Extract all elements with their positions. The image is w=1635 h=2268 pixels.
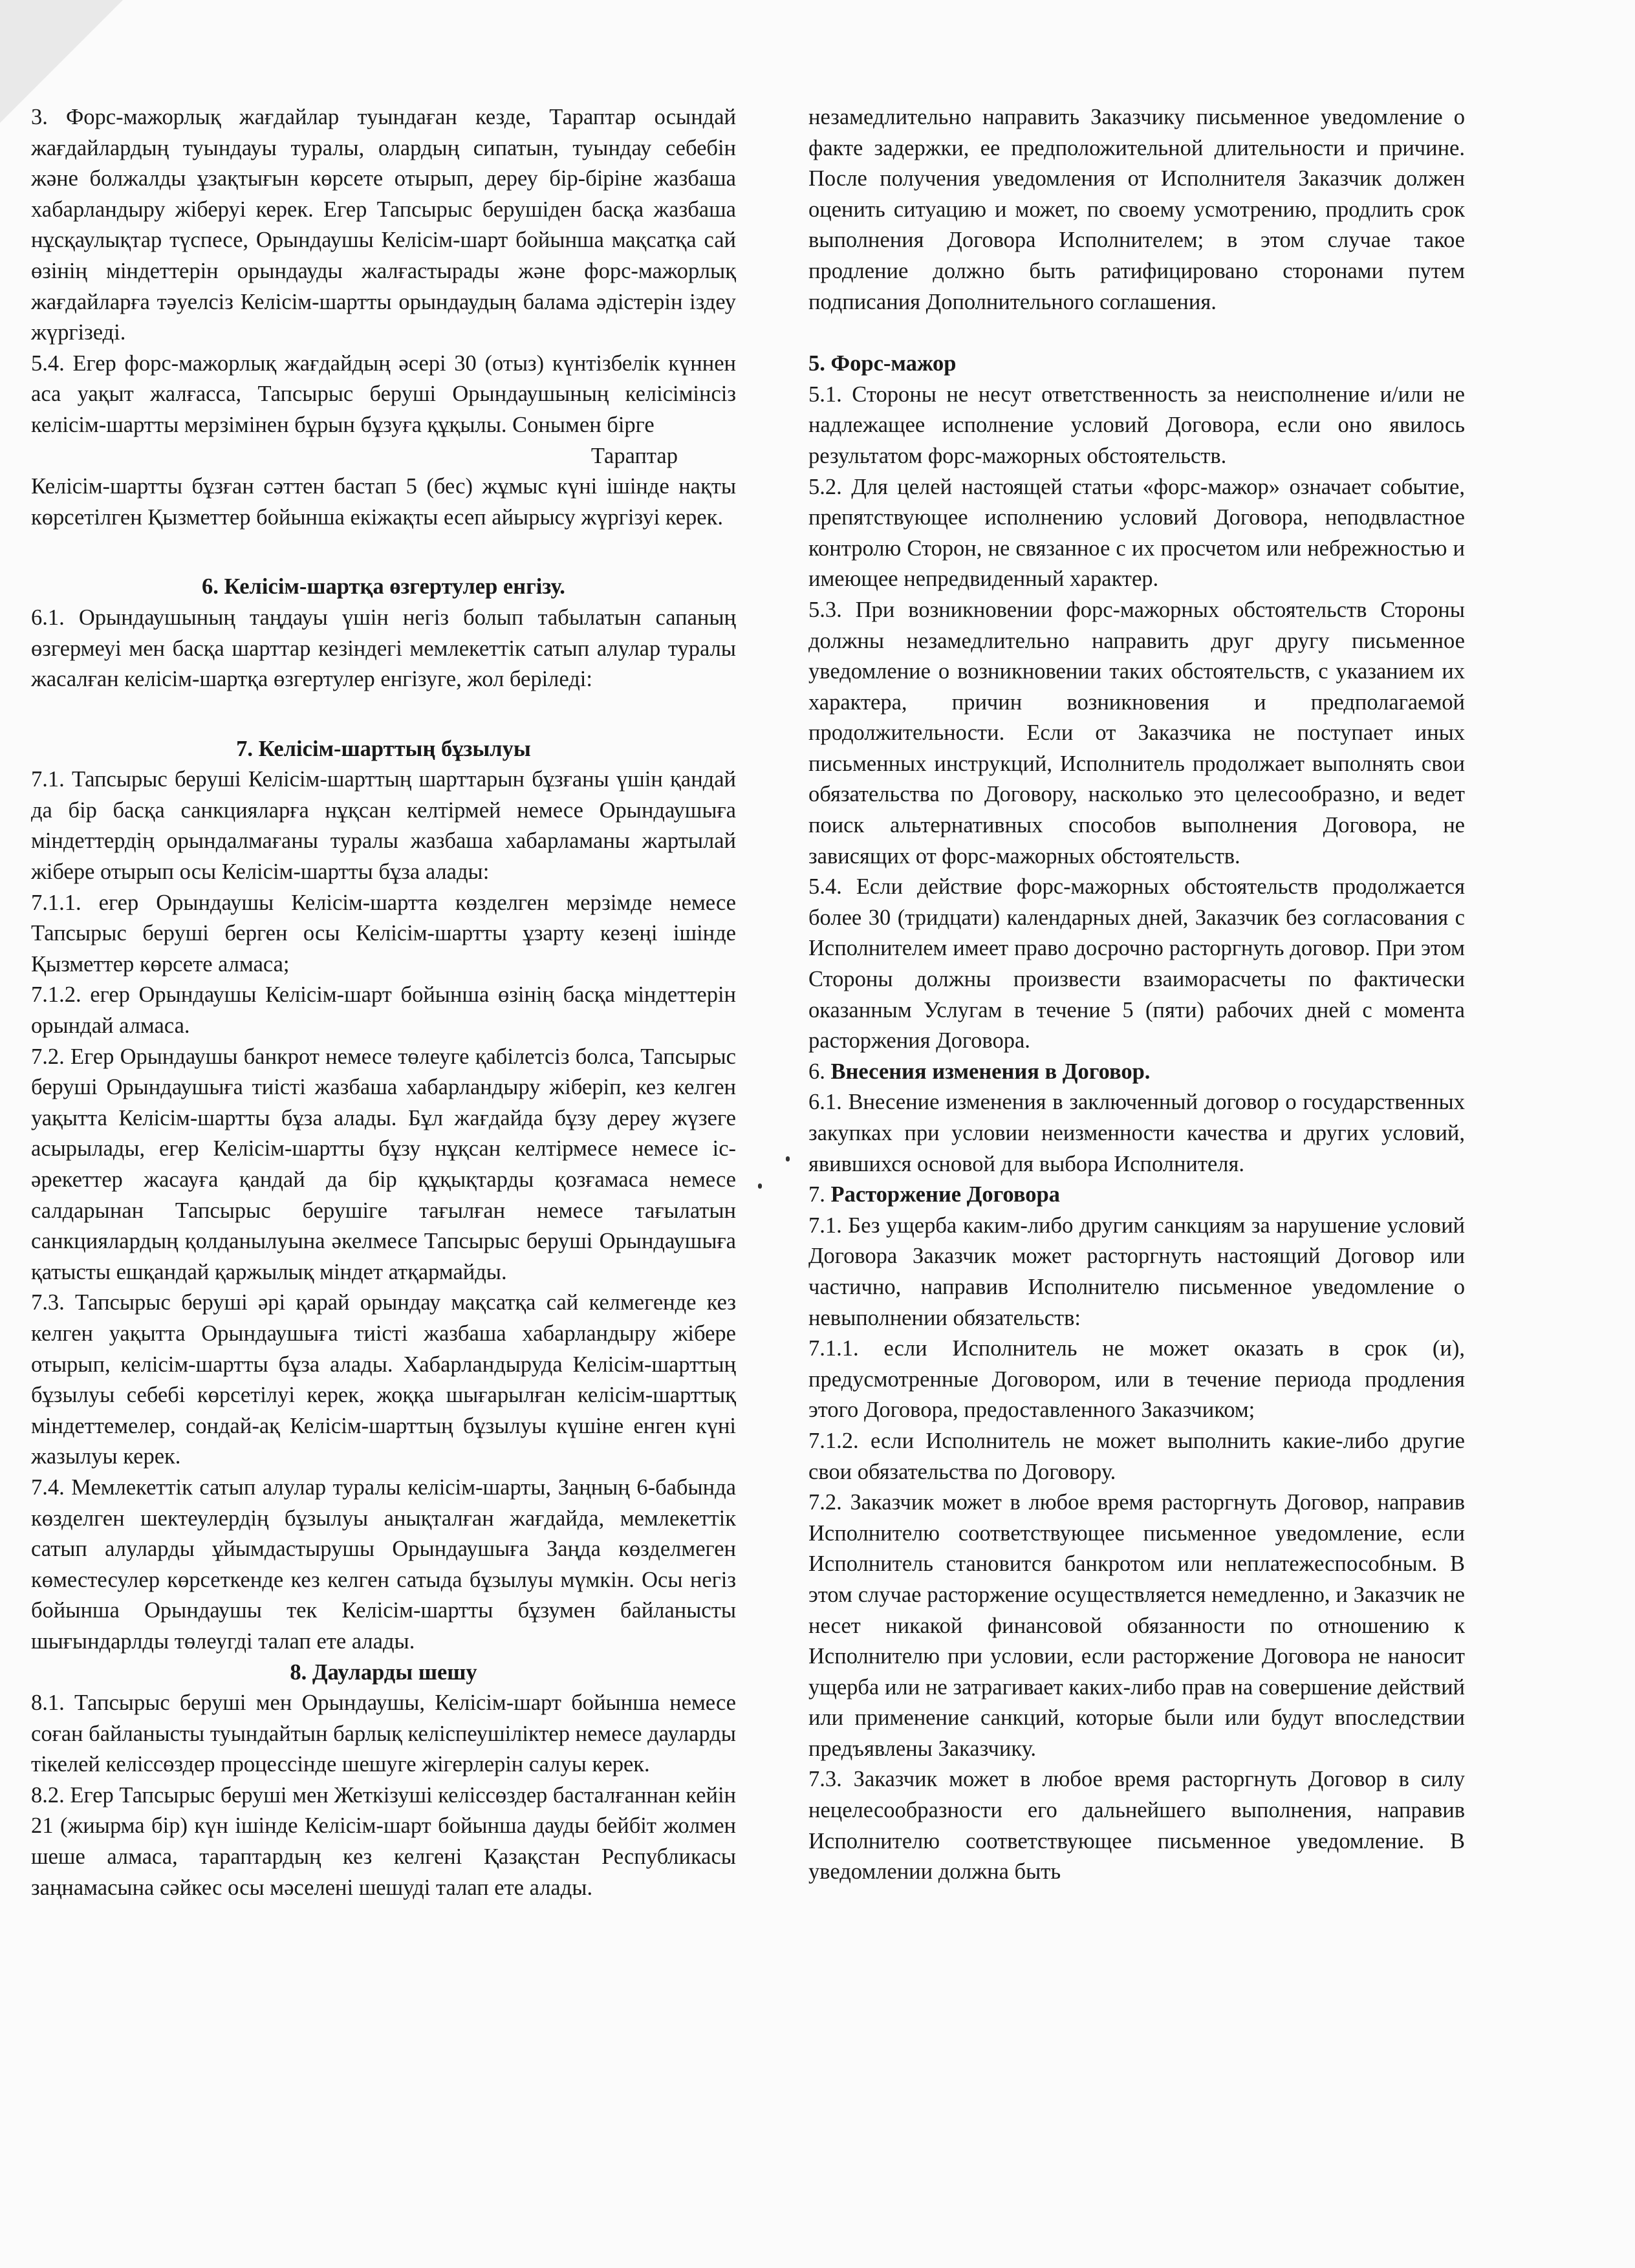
paragraph-7-1-1-ru: 7.1.1. если Исполнитель не может оказать в срок (и), предусмотренные Договором, или в течение периода продления этого Договора, предоставленного Заказчиком;	[808, 1336, 1465, 1423]
section-heading-5-ru: 5. Форс-мажор	[808, 351, 957, 376]
paragraph-7-1-ru: 7.1. Без ущерба каким-либо другим санкциям за нарушение условий Договора Заказчик может расторгнуть настоящий Договор или частично, направив Исполнителю письменное уведомление о невыполнении обязательств:	[808, 1213, 1465, 1330]
paragraph-7-2-ru: 7.2. Заказчик может в любое время расторгнуть Договор, направив Исполнителю соответствующее письменное уведомление, если Исполнитель становится банкротом или неплатежеспособным. В этом случае расторжение осуществляется немедленно, и Заказчик не несет никакой финансовой обязанности по отношению к Исполнителю при условии, если расторжение Договора не наносит ущерба или не затрагивает каких-либо прав на совершение действий или применение санкций, которые были или будут впоследствии предъявлены Заказчику.	[808, 1490, 1465, 1761]
paragraph-4-cont-ru: незамедлительно направить Заказчику письменное уведомление о факте задержки, ее предположительной длительности и причине. После получения уведомления от Исполнителя Заказчик должен оценить ситуацию и может, по своему усмотрению, продлить срок выполнения Договора Исполнителем; в этом случае такое продление должно быть ратифицировано сторонами путем подписания Дополнительного соглашения.	[808, 105, 1465, 314]
scan-speck	[786, 1156, 790, 1161]
paragraph-7-4-kz: 7.4. Мемлекеттік сатып алулар туралы келісім-шарты, Заңның 6-бабында көзделген шектеулердің бұзылуы анықталған жағдайда, мемлекеттік сатып алуларды ұйымдастырушы Орындаушыға Заңда көзделмеген көместесулер көрсеткенде кез келген сатыда бұзылуы мүмкін. Осы негіз бойынша Орындаушы тек Келісім-шартты бұзумен байланысты шығындарлды төлеугді талап ете алады.	[31, 1474, 736, 1654]
paragraph-7-1-kz: 7.1. Тапсырыс беруші Келісім-шарттың шарттарын бұзғаны үшін қандай да бір басқа санкцияларға нұқсан келтірмей немесе Орындаушыға міндеттердің орындалмағаны туралы жазбаша хабарламаны жартылай жібере отырып осы Келісім-шартты бұза алады:	[31, 767, 736, 885]
paragraph-5-4-kz-cont: Келісім-шартты бұзған сәттен бастап 5 (бес) жұмыс күні ішінде нақты көрсетілген Қызметтер бойынша екіжақты есеп айырысу жүргізуі керек.	[31, 474, 736, 530]
paragraph-8-1-kz: 8.1. Тапсырыс беруші мен Орындаушы, Келісім-шарт бойынша немесе соған байланысты туындайтын барлық келіспеушіліктер немесе дауларды тікелей келіссөздер процессінде шешуге жігерлерін салуы керек.	[31, 1690, 736, 1777]
paragraph-5-1-ru: 5.1. Стороны не несут ответственность за неисполнение и/или не надлежащее исполнение условий Договора, если оно явилось результатом форс-мажорных обстоятельств.	[808, 382, 1465, 468]
paragraph-5-2-ru: 5.2. Для целей настоящей статьи «форс-мажор» означает событие, препятствующее исполнению условий Договора, неподвластное контролю Сторон, не связанное с их просчетом или небрежностью и имеющее непредвиденный характер.	[808, 474, 1465, 592]
paragraph-5-3-kz: 3. Форс-мажорлық жағдайлар туындаған кезде, Тараптар осындай жағдайлардың туындауы туралы, олардың сипатын, туындау себебін және болжалды ұзақтығын көрсете отырып, дереу бір-біріне жазбаша хабарландыру жіберуі керек. Егер Тапсырыс берушіден басқа жазбаша нұсқаулықтар түспесе, Орындаушы Келісім-шарт бойынша мақсатқа сай өзінің міндеттерін орындауды жалғастырады және форс-мажорлық жағдайларға тәуелсіз Келісім-шартты орындаудың балама әдістерін іздеу жүргізеді.	[31, 105, 736, 345]
paragraph-5-3-ru: 5.3. При возникновении форс-мажорных обстоятельств Стороны должны незамедлительно направить друг другу письменное уведомление о возникновении таких обстоятельств, с указанием их характера, причин возникновения и предполагаемой продолжительности. Если от Заказчика не поступает иных письменных инструкций, Исполнитель продолжает выполнять свои обязательства по Договору, насколько это целесообразно, и ведет поиск альтернативных способов выполнения Договора, не зависящих от форс-мажорных обстоятельств.	[808, 597, 1465, 869]
paragraph-8-2-kz: 8.2. Егер Тапсырыс беруші мен Жеткізуші келіссөздер басталғаннан кейін 21 (жиырма бір) күн ішінде Келісім-шарт бойынша дауды бейбіт жолмен шеше алмаса, тараптардың кез келгені Қазақстан Республикасы заңнамасына сәйкес осы мәселені шешуді талап ете алады.	[31, 1782, 736, 1900]
paragraph-5-4-kz-tail: Тараптар	[590, 443, 678, 468]
section-title-7-ru: Расторжение Договора	[830, 1182, 1060, 1207]
left-column-kazakh	[31, 102, 736, 1903]
section-title-6-ru: Внесения изменения в Договор.	[830, 1059, 1151, 1084]
section-heading-6-kz: 6. Келісім-шартқа өзгертулер енгізу.	[202, 574, 565, 599]
paragraph-7-2-kz: 7.2. Егер Орындаушы банкрот немесе төлеуге қабілетсіз болса, Тапсырыс беруші Орындаушыға тиісті жазбаша хабарландыру жіберіп, кез келген уақытта Келісім-шартты бұза алады. Бұл жағдайда бұзу дереу жүзеге асырылады, егер Келісім-шартты бұзу нұқсан келтірмесе немесе іс-әрекеттер жасауға қандай да бір құқықтарды қозғамаса немесе салдарынан Тапсырыс берушіге тағылған немесе тағылатын санкциялардың қолданылуына әкелмесе Тапсырыс беруші Орындаушыға қатысты ешқандай қаржылық міндет атқармайды.	[31, 1044, 736, 1284]
paragraph-7-1-2-kz: 7.1.2. егер Орындаушы Келісім-шарт бойынша өзінің басқа міндеттерін орындай алмаса.	[31, 982, 736, 1039]
paragraph-7-1-1-kz: 7.1.1. егер Орындаушы Келісім-шартта көзделген мерзімде немесе Тапсырыс беруші берген осы Келісім-шартты ұзарту кезеңі ішінде Қызметтер көрсете алмаса;	[31, 890, 736, 977]
paragraph-5-4-ru: 5.4. Если действие форс-мажорных обстоятельств продолжается более 30 (тридцати) календарных дней, Заказчик без согласования с Исполнителем имеет право досрочно расторгнуть договор. При этом Стороны должны произвести взаиморасчеты по фактически оказанным Услугам в течение 5 (пяти) рабочих дней с момента расторжения Договора.	[808, 874, 1465, 1053]
section-heading-7-ru	[808, 1180, 1465, 1211]
section-number-6-ru: 6.	[808, 1059, 831, 1084]
right-column-russian	[808, 102, 1465, 1888]
section-heading-7-kz: 7. Келісім-шарттың бұзылуы	[236, 736, 531, 761]
scan-speck	[758, 1183, 762, 1189]
section-number-7-ru: 7.	[808, 1182, 831, 1207]
paragraph-5-4-kz: 5.4. Егер форс-мажорлық жағдайдың әсері 30 (отыз) күнтізбелік күннен аса уақыт жалғасса, Тапсырыс беруші Орындаушының келісімінсіз келісім-шартты мерзімінен бұрын бұзуға құқылы. Сонымен бірге	[31, 351, 736, 437]
section-heading-8-kz: 8. Дауларды шешу	[290, 1659, 477, 1685]
paragraph-6-1-ru: 6.1. Внесение изменения в заключенный договор о государственных закупках при условии неизменности качества и других условий, явившихся основой для выбора Исполнителя.	[808, 1090, 1465, 1176]
paragraph-6-1-kz: 6.1. Орындаушының таңдауы үшін негіз болып табылатын сапаның өзгермеуі мен басқа шарттар кезіндегі мемлекеттік сатып алулар туралы жасалған келісім-шартқа өзгертулер енгізуге, жол беріледі:	[31, 605, 736, 692]
paragraph-7-1-2-ru: 7.1.2. если Исполнитель не может выполнить какие-либо другие свои обязательства по Договору.	[808, 1428, 1465, 1484]
paragraph-7-3-kz: 7.3. Тапсырыс беруші әрі қарай орындау мақсатқа сай келмегенде кез келген уақытта Орындаушыға тиісті жазбаша хабарландыру жібере отырып, келісім-шартты бұза алады. Хабарландыруда Келісім-шарттың бұзылуы себебі көрсетілуі керек, жоққа шығарылған келісім-шарттық міндеттемелер, сондай-ақ Келісім-шарттың бұзылуы күшіне енген күні жазылуы керек.	[31, 1290, 736, 1469]
paragraph-7-3-ru: 7.3. Заказчик может в любое время расторгнуть Договор в силу нецелесообразности его дальнейшего выполнения, направив Исполнителю соответствующее письменное уведомление. В уведомлении должна быть	[808, 1767, 1465, 1885]
section-heading-6-ru	[808, 1057, 1465, 1088]
